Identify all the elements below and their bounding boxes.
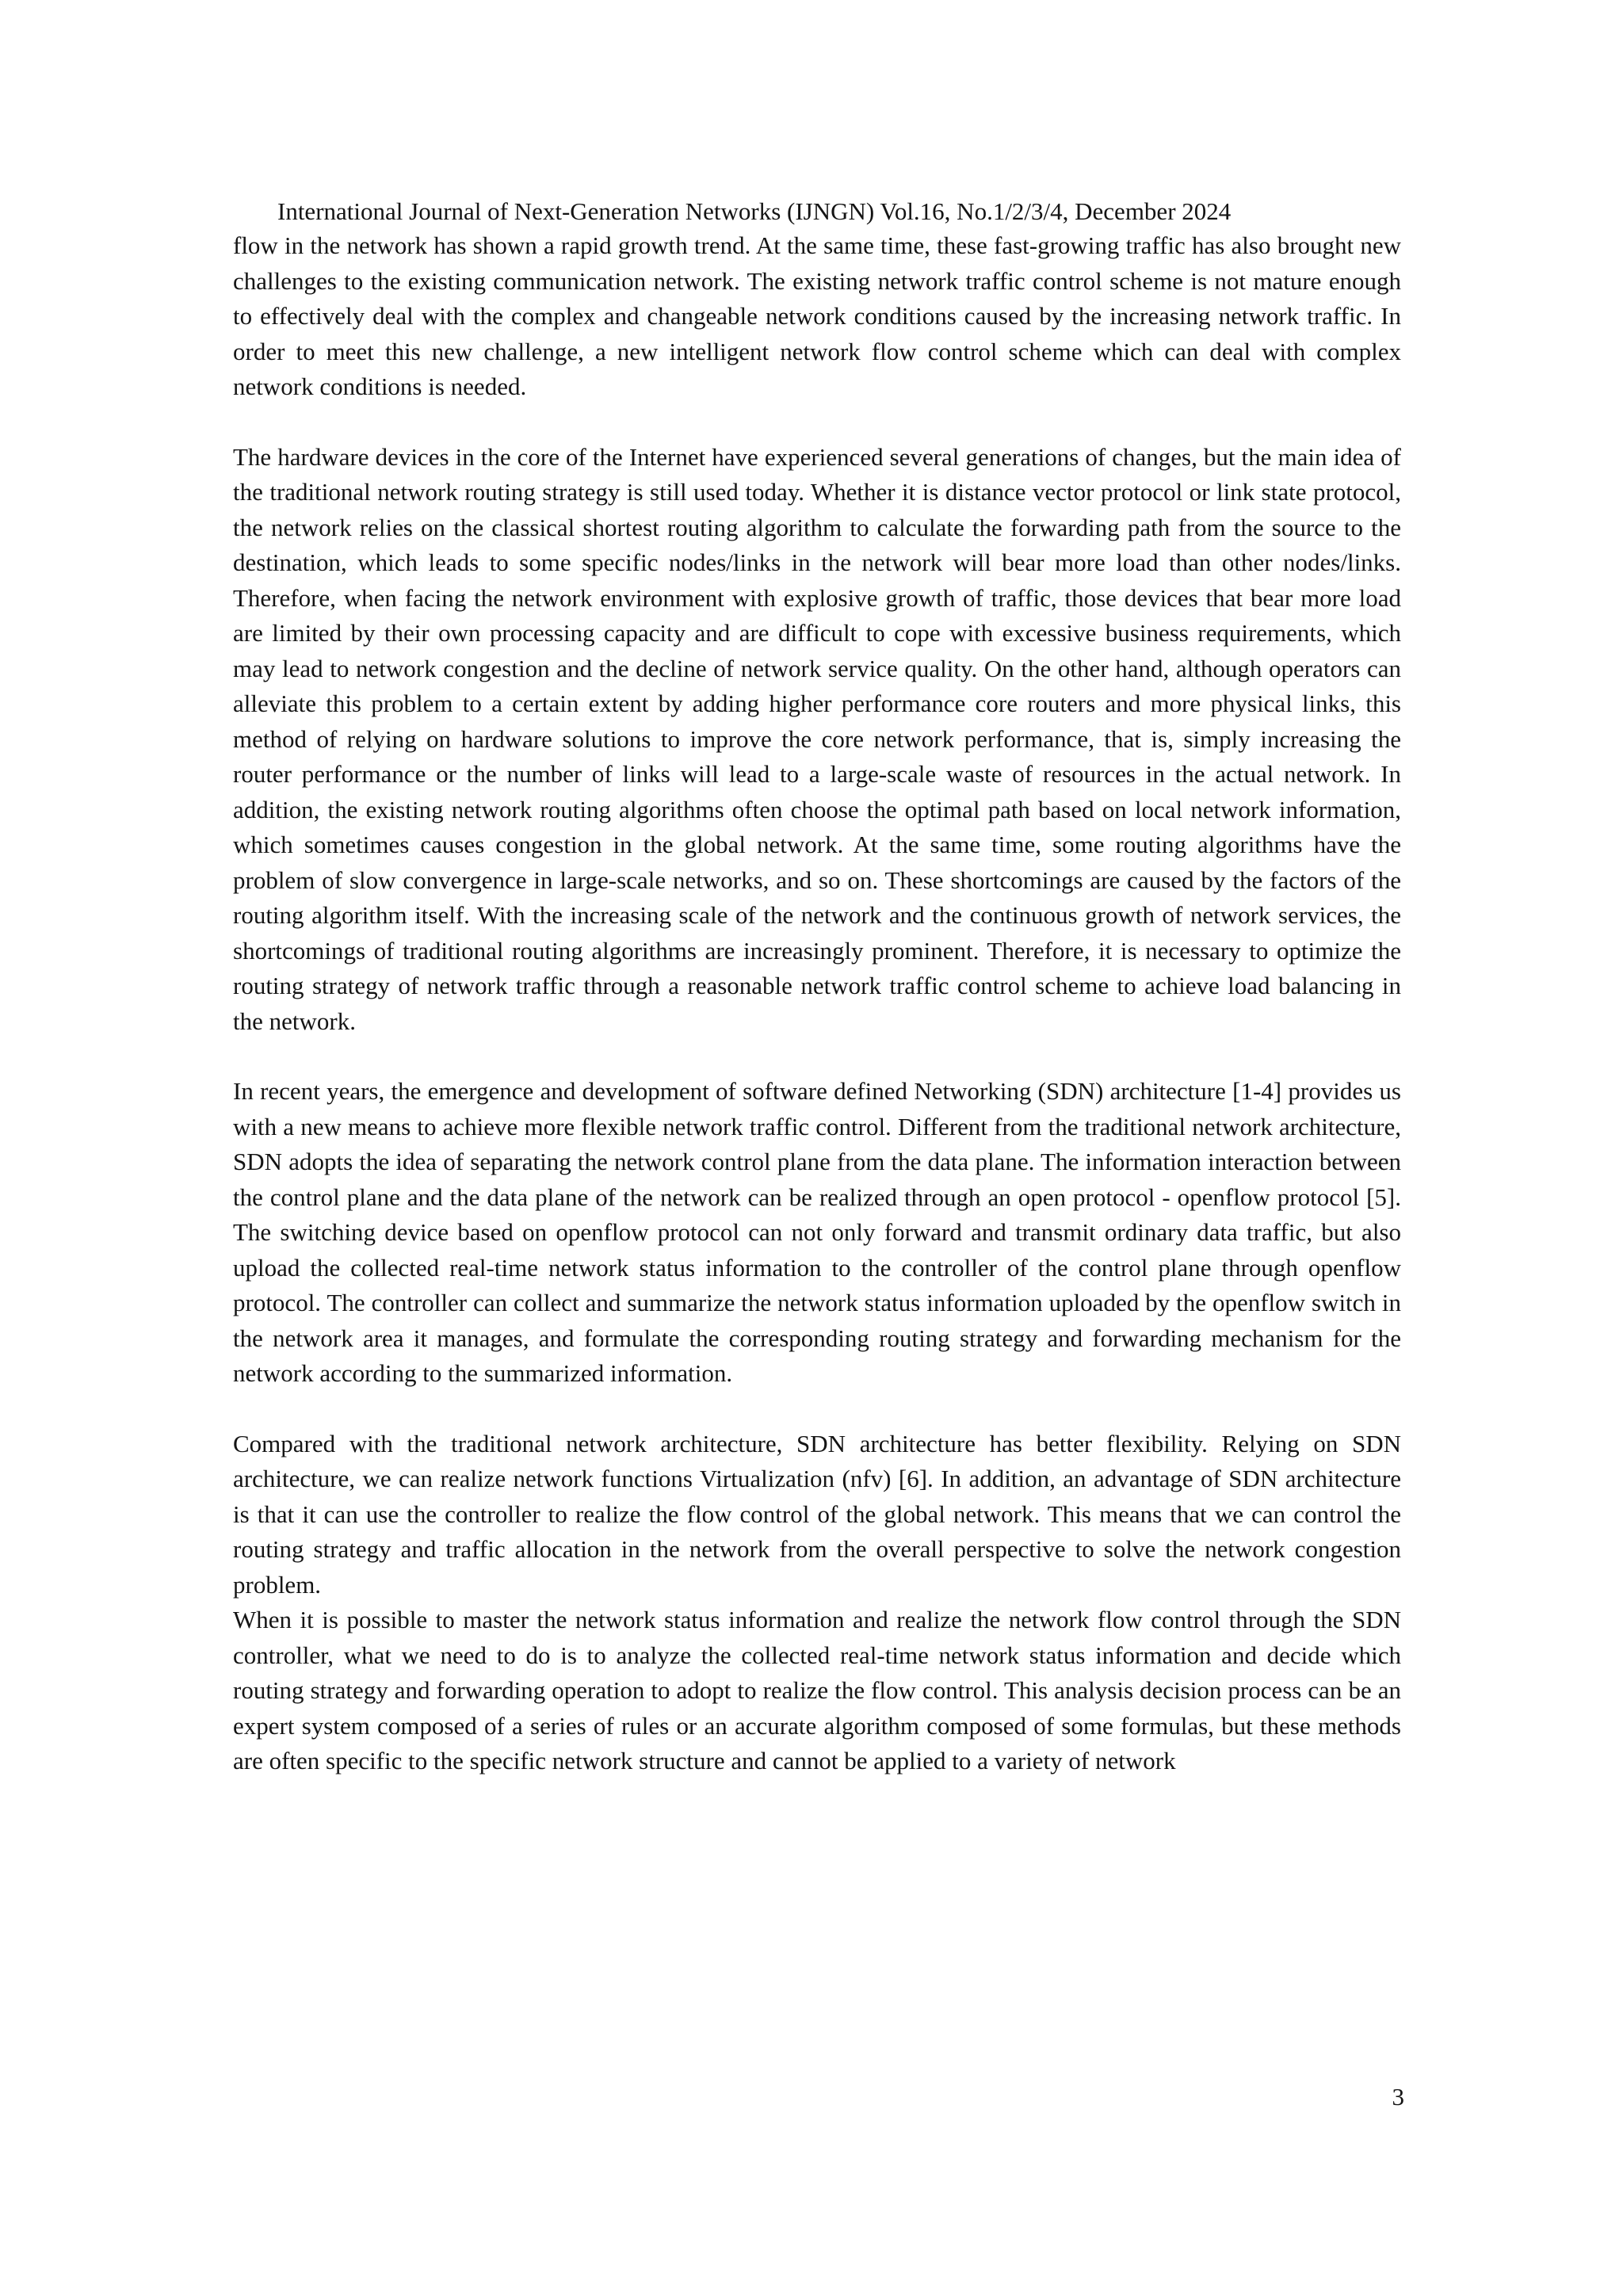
paragraph-flow-control-analysis: When it is possible to master the network status information and realize the network flow control through the SDN controller, what we need to do is to analyze the collected real-time network status information and decide which routing strategy and forwarding operation to adopt to realize the flow control. This analysis decision process can be an expert system composed of a series of rules or an accurate algorithm composed of some formulas, but these methods are often specific to the specific network structure and cannot be applied to a variety of network: [233, 1606, 1401, 1775]
paragraph-sdn-flexibility: Compared with the traditional network architecture, SDN architecture has better flexibility. Relying on SDN architecture, we can realize network functions Virtualization (nfv) [6]. In addition, an advantage of SDN architecture is that it can use the controller to realize the flow control of the global network. This means that we can control the routing strategy and traffic allocation in the network from the overall perspective to solve the network congestion problem.: [233, 1429, 1401, 1599]
body-text: [233, 228, 1401, 1779]
page-number: 3: [1392, 2083, 1404, 2111]
paragraph-routing-strategy: The hardware devices in the core of the Internet have experienced several generations of changes, but the main idea of the traditional network routing strategy is still used today. Whether it is distance vector protocol or link state protocol, the network relies on the classical shortest routing algorithm to calculate the forwarding path from the source to the destination, which leads to some specific nodes/links in the network will bear more load than other nodes/links. Therefore, when facing the network environment with explosive growth of traffic, those devices that bear more load are limited by their own processing capacity and are difficult to cope with excessive business requirements, which may lead to network congestion and the decline of network service quality. On the other hand, although operators can alleviate this problem to a certain extent by adding higher performance core routers and more physical links, this method of relying on hardware solutions to improve the core network performance, that is, simply increasing the router performance or the number of links will lead to a large-scale waste of resources in the actual network. In addition, the existing network routing algorithms often choose the optimal path based on local network information, which sometimes causes congestion in the global network. At the same time, some routing algorithms have the problem of slow convergence in large-scale networks, and so on. These shortcomings are caused by the factors of the routing algorithm itself. With the increasing scale of the network and the continuous growth of network services, the shortcomings of traditional routing algorithms are increasingly prominent. Therefore, it is necessary to optimize the routing strategy of network traffic through a reasonable network traffic control scheme to achieve load balancing in the network.: [233, 442, 1401, 1035]
paragraph-traffic-growth: flow in the network has shown a rapid growth trend. At the same time, these fast-growing traffic has also brought new challenges to the existing communication network. The existing network traffic control scheme is not mature enough to effectively deal with the complex and changeable network conditions caused by the increasing network traffic. In order to meet this new challenge, a new intelligent network flow control scheme which can deal with complex network conditions is needed.: [233, 231, 1401, 400]
running-header: International Journal of Next-Generation Networks (IJNGN) Vol.16, No.1/2/3/4, December 2024: [277, 197, 1232, 225]
paragraph-sdn-architecture: In recent years, the emergence and development of software defined Networking (SDN) architecture [1-4] provides us with a new means to achieve more flexible network traffic control. Different from the traditional network architecture, SDN adopts the idea of separating the network control plane from the data plane. The information interaction between the control plane and the data plane of the network can be realized through an open protocol - openflow protocol [5]. The switching device based on openflow protocol can not only forward and transmit ordinary data traffic, but also upload the collected real-time network status information to the controller of the control plane through openflow protocol. The controller can collect and summarize the network status information uploaded by the openflow switch in the network area it manages, and formulate the corresponding routing strategy and forwarding mechanism for the network according to the summarized information.: [233, 1077, 1401, 1387]
